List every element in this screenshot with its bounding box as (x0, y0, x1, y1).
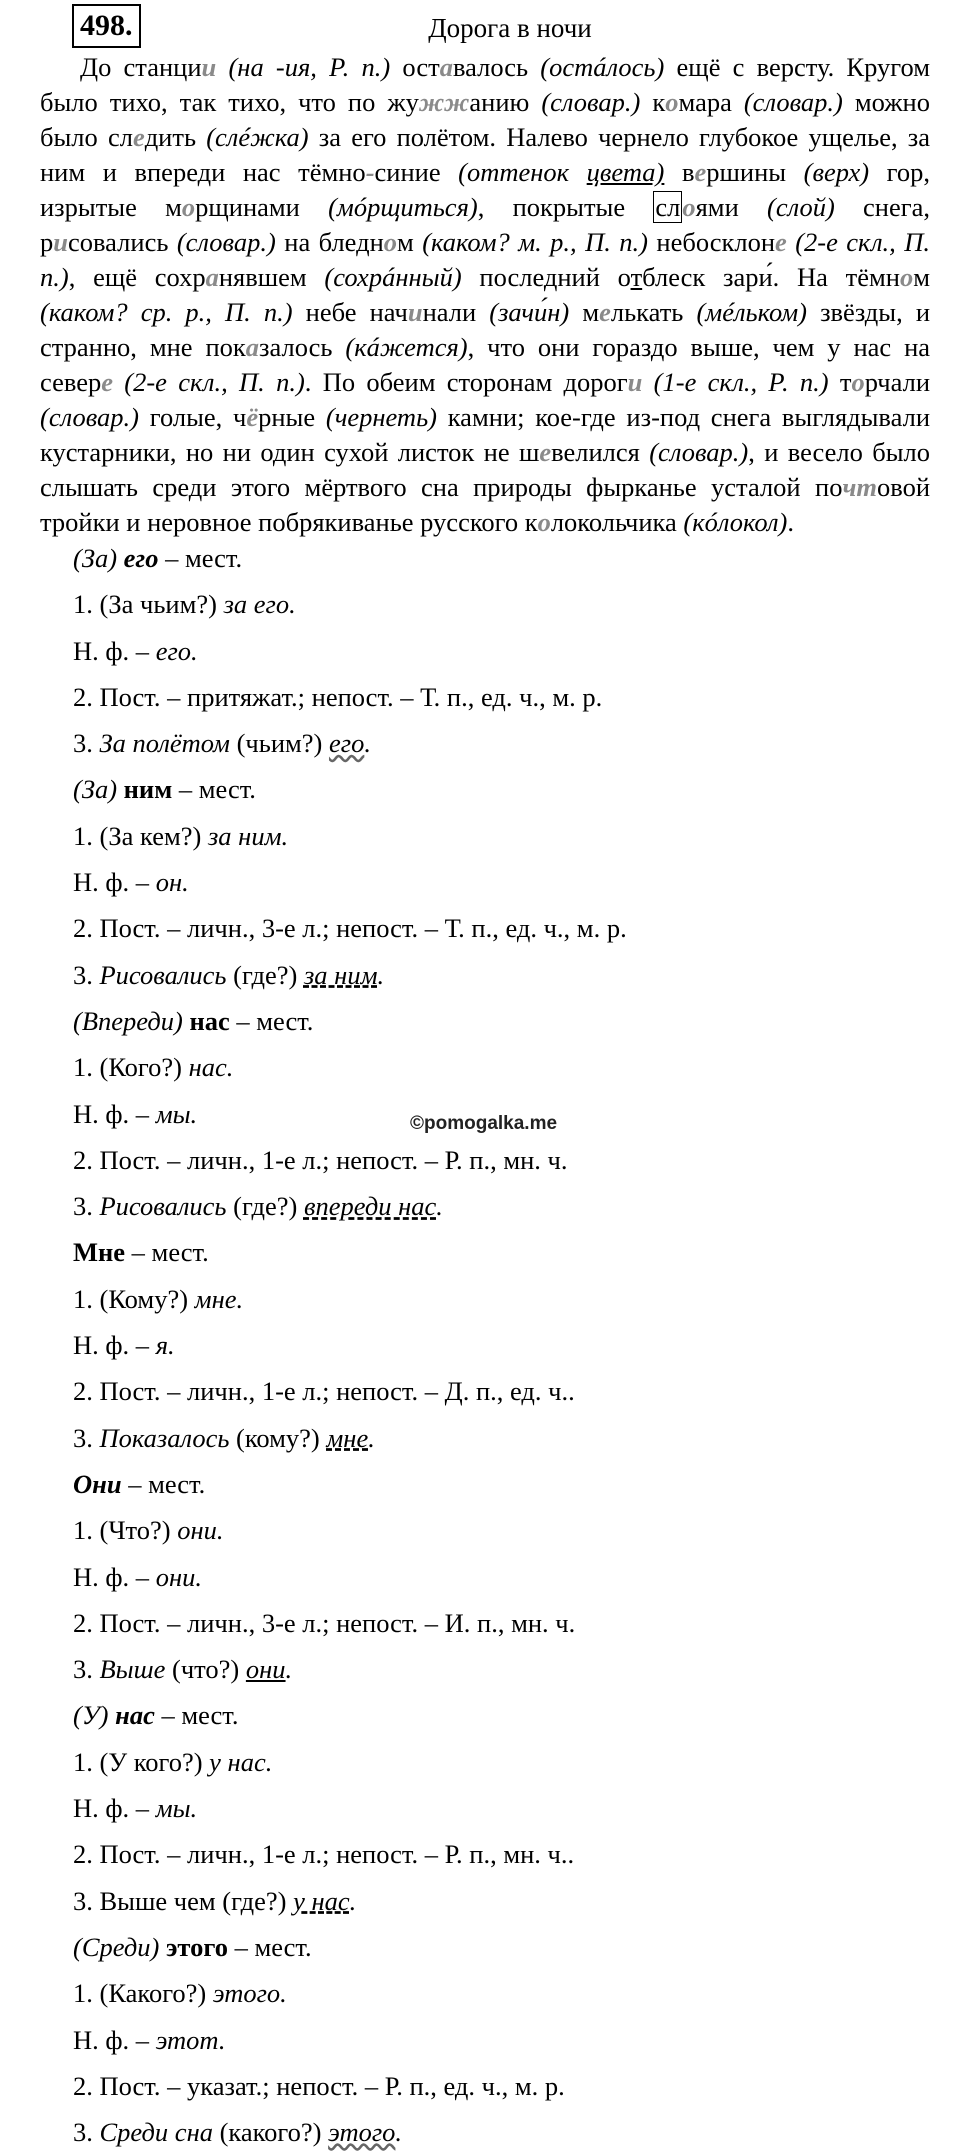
paragraph-segment: камни; кое-где из-под снега выглядывали кустарники, но ни один сухой листок не ш (40, 402, 930, 467)
paragraph-segment: т (828, 367, 852, 397)
analysis-segment: Н. ф. – (73, 1793, 156, 1824)
analysis-segment: впереди нас (303, 1191, 437, 1222)
analysis-segment: 3. (73, 1422, 100, 1453)
paragraph-segment: (2-е скл., П. п.) (40, 227, 930, 292)
paragraph-segment: залось (259, 332, 346, 362)
paragraph-segment: (зач (489, 297, 534, 327)
analysis-line (73, 1831, 933, 1877)
analysis-line (73, 1461, 933, 1507)
analysis-segment: 2. Пост. – указат.; непост. – Р. п., ед. ч., м. р. (73, 2070, 565, 2101)
paragraph-segment: о (181, 192, 196, 222)
analysis-segment: за ним (303, 959, 378, 990)
paragraph-segment: , покрытые (477, 192, 654, 222)
analysis-line (73, 905, 933, 951)
analysis-segment: они. (155, 1561, 202, 1592)
analysis-segment: мне. (194, 1283, 244, 1314)
main-paragraph (40, 50, 930, 540)
analysis-segment: . (285, 1654, 293, 1685)
paragraph-segment: á (382, 262, 396, 292)
paragraph-segment (787, 227, 795, 257)
paragraph-segment: и (407, 297, 423, 327)
paragraph-segment: рчали (864, 367, 931, 397)
paragraph-segment: á (366, 332, 380, 362)
paragraph-segment: о (682, 192, 696, 222)
paragraph-segment: (словар.) (541, 87, 641, 117)
analysis-segment: Н. ф. – (73, 1561, 156, 1592)
analysis-line (73, 766, 933, 812)
analysis-segment: 2. Пост. – личн., 1-е л.; непост. – Р. п., мн. ч. (73, 1144, 568, 1175)
analysis-line (73, 1368, 933, 1414)
analysis-segment: – мест. (172, 774, 256, 805)
analysis-segment: они (245, 1654, 286, 1685)
analysis-line (73, 1646, 933, 1692)
paragraph-segment: . (787, 507, 795, 537)
paragraph-segment: , ещё сохр (68, 262, 206, 292)
analysis-line (73, 1970, 933, 2016)
analysis-segment: . (368, 1422, 375, 1453)
analysis-segment: (кому?) (229, 1422, 327, 1453)
analysis-segment: он. (155, 867, 189, 898)
analysis-segment: я. (155, 1330, 175, 1361)
watermark: ©pomogalka.me (410, 1113, 558, 1134)
analysis-segment: Показалось (99, 1422, 230, 1453)
paragraph-segment: ё (246, 402, 259, 432)
analysis-segment: 1. (Кому?) (73, 1283, 195, 1314)
paragraph-segment: синие (374, 157, 459, 187)
analysis-segment: Рисовались (99, 1191, 227, 1222)
paragraph-segment: жка) (250, 122, 309, 152)
paragraph-segment: лось) (606, 52, 665, 82)
paragraph-segment: ост (390, 52, 440, 82)
paragraph-segment: в (664, 157, 695, 187)
analysis-line (73, 1276, 933, 1322)
paragraph-segment: (словар.) (40, 402, 139, 432)
paragraph-segment: голые, ч (139, 402, 247, 432)
analysis-segment: – мест. (121, 1468, 206, 1499)
paragraph-segment: ями (695, 192, 767, 222)
paragraph-segment: звёзды, и странно, мне пок (40, 297, 930, 362)
analysis-segment: 1. (Кого?) (73, 1052, 189, 1083)
paragraph-segment: овой тройки и неровное побрякиванье русского к (40, 472, 930, 537)
analysis-segment: 3. (73, 2117, 100, 2148)
analysis-segment: мы. (155, 1098, 198, 1129)
analysis-segment: Рисовались (99, 959, 227, 990)
paragraph-segment: (на -ия, Р. п.) (228, 52, 391, 82)
paragraph-segment: небосклон (647, 227, 776, 257)
paragraph-segment: дить (144, 122, 207, 152)
analysis-segment: этот. (155, 2024, 226, 2055)
paragraph-segment: о (665, 87, 679, 117)
paragraph-segment: е (694, 157, 707, 187)
analysis-segment: 2. Пост. – личн., 1-е л.; непост. – Д. п., ед. ч.. (73, 1376, 575, 1407)
analysis-line (73, 535, 933, 581)
analysis-line (73, 1415, 933, 1461)
analysis-line (73, 813, 933, 859)
paragraph-segment: (сохр (324, 262, 383, 292)
page-title: Дорога в ночи (428, 13, 592, 43)
analysis-line (73, 859, 933, 905)
paragraph-segment: последний о (461, 262, 631, 292)
analysis-segment: его. (155, 635, 198, 666)
paragraph-segment: м (397, 227, 423, 257)
analysis-segment: 2. Пост. – личн., 1-е л.; непост. – Р. п., мн. ч.. (73, 1839, 575, 1870)
paragraph-segment: можно было сл (40, 87, 930, 152)
paragraph-segment: (1-е скл., Р. п.) (653, 367, 829, 397)
paragraph-segment: (м (696, 297, 723, 327)
analysis-segment: Они (73, 1468, 122, 1499)
paragraph-segment: е (539, 437, 552, 467)
analysis-segment: этого (328, 2117, 396, 2148)
analysis-segment: . (349, 1885, 357, 1916)
analysis-segment: (что?) (165, 1654, 246, 1685)
paragraph-segment: До станци (80, 52, 202, 82)
paragraph-segment: льком) (734, 297, 807, 327)
analysis-segment: мне (326, 1422, 369, 1453)
analysis-segment: (какого?) (212, 2117, 329, 2148)
analysis-line (73, 1924, 933, 1970)
analysis-segment: . (436, 1191, 443, 1222)
paragraph-segment: (каком? ср. р., П. п.) (40, 297, 293, 327)
analysis-line (73, 1554, 933, 1600)
paragraph-segment: рные (258, 402, 326, 432)
paragraph-segment: мара (678, 87, 744, 117)
paragraph-segment: и (627, 367, 643, 397)
analysis-segment: его (328, 728, 365, 759)
paragraph-segment (113, 367, 124, 397)
paragraph-segment: (словар.) (649, 437, 749, 467)
analysis-segment: 3. (73, 728, 100, 759)
analysis-segment: 1. (Что?) (73, 1515, 178, 1546)
paragraph-segment: а (439, 52, 453, 82)
analysis-line (73, 1322, 933, 1368)
paragraph-segment: е (101, 367, 113, 397)
paragraph-segment: на бледн (275, 227, 384, 257)
paragraph-segment: нный) (395, 262, 462, 292)
paragraph-segment: ещё с версту. Кругом было тихо, так тихо, что по жу (40, 52, 930, 117)
paragraph-segment (216, 52, 228, 82)
analysis-segment: мы. (155, 1793, 198, 1824)
paragraph-segment: , и весело было слышать среди этого мёртвого сна природы фырканье усталой по (40, 437, 931, 502)
analysis-segment: нас (115, 1700, 155, 1731)
analysis-segment: (Среди) (73, 1931, 166, 1962)
analysis-segment: у нас. (209, 1746, 273, 1777)
analysis-list (73, 535, 933, 2155)
paragraph-segment: нали (422, 297, 490, 327)
paragraph-segment: рщиться) (367, 192, 478, 222)
paragraph-segment: валось (452, 52, 541, 82)
paragraph-segment: чт (842, 472, 877, 502)
analysis-line (73, 1878, 933, 1924)
paragraph-segment: é (238, 122, 251, 152)
analysis-line (73, 628, 933, 674)
analysis-segment: у нас (293, 1885, 350, 1916)
paragraph-segment: о (851, 367, 865, 397)
analysis-segment: . (377, 959, 385, 990)
paragraph-segment: и́ (758, 262, 773, 292)
analysis-segment: Выше (99, 1654, 166, 1685)
paragraph-segment: е (599, 297, 611, 327)
analysis-segment: Н. ф. – (73, 2024, 156, 2055)
paragraph-segment: совались (68, 227, 177, 257)
paragraph-segment: сл (655, 192, 681, 222)
analysis-segment: Мне (73, 1237, 126, 1268)
analysis-segment: этого (165, 1931, 228, 1962)
analysis-line (73, 1229, 933, 1275)
analysis-segment: 2. Пост. – притяжат.; непост. – Т. п., ед. ч., м. р. (73, 681, 603, 712)
paragraph-segment: (2-е скл., П. п.) (124, 367, 305, 397)
analysis-segment: его (123, 543, 159, 573)
analysis-line (73, 1692, 933, 1738)
paragraph-segment: рщинами (195, 192, 329, 222)
paragraph-segment: . По обеим сторонам дорог (304, 367, 628, 397)
paragraph-segment: ршины (706, 157, 804, 187)
analysis-segment: нас. (188, 1052, 234, 1083)
paragraph-segment: и́ (533, 297, 548, 327)
paragraph-segment: (словар.) (176, 227, 276, 257)
paragraph-segment: (к (683, 507, 705, 537)
analysis-segment: (Впереди) (73, 1005, 190, 1036)
exercise-number: 498. (72, 4, 141, 48)
paragraph-segment: н) (547, 297, 570, 327)
analysis-segment: (где?) (226, 1191, 304, 1222)
analysis-line (73, 2109, 933, 2155)
analysis-segment: Н. ф. – (73, 1330, 156, 1361)
paragraph-segment: (сл (206, 122, 239, 152)
paragraph-segment: анию (469, 87, 542, 117)
paragraph-segment: цвета) (586, 157, 665, 187)
analysis-segment: 3. (73, 1191, 100, 1222)
analysis-segment: ним (123, 774, 173, 805)
paragraph-segment: гор, изрытые м (40, 157, 930, 222)
paragraph-segment: нявшем (218, 262, 325, 292)
paragraph-segment: т (630, 262, 643, 292)
paragraph-segment: ó (704, 507, 718, 537)
analysis-line (73, 720, 933, 766)
analysis-segment: – мест. (229, 1005, 314, 1036)
paragraph-segment: (каком? м. р., П. п.) (422, 227, 648, 257)
analysis-line (73, 1507, 933, 1553)
analysis-segment: . (395, 2117, 403, 2148)
analysis-line (73, 1137, 933, 1183)
analysis-line (73, 1785, 933, 1831)
paragraph-segment: (словар.) (743, 87, 843, 117)
analysis-line (73, 1600, 933, 1646)
paragraph-segment: (слой) (767, 192, 835, 222)
paragraph-segment: блеск зар (642, 262, 759, 292)
analysis-segment: 1. (Какого?) (73, 1978, 213, 2009)
paragraph-segment: велился (551, 437, 650, 467)
paragraph-segment: (м (328, 192, 354, 222)
paragraph-segment: (ост (540, 52, 594, 82)
analysis-segment: Среди сна (99, 2117, 213, 2148)
paragraph-segment: небе нач (292, 297, 408, 327)
analysis-segment: – мест. (125, 1237, 209, 1268)
paragraph-segment: к (640, 87, 666, 117)
analysis-segment: 1. (За кем?) (73, 820, 208, 851)
analysis-segment: за ним. (207, 820, 289, 851)
paragraph-segment: ó (353, 192, 368, 222)
analysis-segment: – мест. (227, 1931, 312, 1962)
analysis-segment: (где?) (226, 959, 304, 990)
paragraph-segment: за его полётом. Налево чернело глубокое ущелье, за ним и впереди нас тёмно (40, 122, 930, 187)
analysis-segment: – мест. (154, 1700, 239, 1731)
paragraph-segment: жж (418, 87, 470, 117)
paragraph-segment: м (569, 297, 600, 327)
analysis-segment: Н. ф. – (73, 1098, 156, 1129)
paragraph-segment (642, 367, 653, 397)
paragraph-segment: é (722, 297, 734, 327)
paragraph-segment: . На тёмн (772, 262, 900, 292)
paragraph-segment: м (913, 262, 930, 292)
analysis-segment: 1. (У кого?) (73, 1746, 210, 1777)
analysis-segment: За полётом (99, 728, 230, 759)
analysis-line (73, 998, 933, 1044)
analysis-segment: они. (177, 1515, 224, 1546)
analysis-segment: 1. (За чьим?) (73, 589, 224, 620)
paragraph-segment: е (775, 227, 787, 257)
analysis-segment: Н. ф. – (73, 635, 156, 666)
paragraph-segment: (к (345, 332, 367, 362)
paragraph-segment: (чернеть) (325, 402, 437, 432)
analysis-segment: 2. Пост. – личн., 3-е л.; непост. – Т. п., ед. ч., м. р. (73, 913, 627, 944)
analysis-segment: (За) (73, 774, 124, 805)
paragraph-segment: локольчика (550, 507, 684, 537)
paragraph-segment: о (899, 262, 914, 292)
paragraph-segment: , что они гораздо выше, чем у нас на север (40, 332, 931, 397)
analysis-line (73, 1739, 933, 1785)
analysis-line (73, 1044, 933, 1090)
analysis-segment: – мест. (158, 543, 243, 573)
paragraph-segment: á (593, 52, 607, 82)
analysis-segment: . (364, 728, 371, 759)
analysis-line (73, 581, 933, 627)
analysis-segment: 2. Пост. – личн., 3-е л.; непост. – И. п., мн. ч. (73, 1607, 576, 1638)
paragraph-segment: о (537, 507, 551, 537)
analysis-segment: 3. (73, 959, 100, 990)
paragraph-segment: снега, р (40, 192, 931, 257)
analysis-segment: 3. Выше чем (где?) (73, 1885, 294, 1916)
paragraph-segment: (верх) (803, 157, 870, 187)
analysis-segment: нас (189, 1005, 230, 1036)
paragraph-segment: и (201, 52, 217, 82)
analysis-segment: (чьим?) (229, 728, 329, 759)
paragraph-segment: е (132, 122, 145, 152)
paragraph-segment: жется) (379, 332, 468, 362)
analysis-segment: 3. (73, 1654, 100, 1685)
analysis-line (73, 1183, 933, 1229)
paragraph-segment: а (245, 332, 260, 362)
analysis-segment: (У) (73, 1700, 116, 1731)
analysis-line (73, 2063, 933, 2109)
analysis-line (73, 2017, 933, 2063)
paragraph-segment: и (53, 227, 68, 257)
paragraph-segment: (оттенок (458, 157, 587, 187)
analysis-segment: за его. (223, 589, 296, 620)
paragraph-segment: локол) (717, 507, 788, 537)
analysis-segment: этого. (212, 1978, 287, 2009)
analysis-segment: (За) (73, 543, 124, 573)
analysis-segment: Н. ф. – (73, 867, 156, 898)
analysis-line (73, 674, 933, 720)
paragraph-segment: о (383, 227, 397, 257)
paragraph-segment: лькать (610, 297, 697, 327)
paragraph-text (40, 52, 930, 537)
paragraph-segment: - (365, 157, 375, 187)
analysis-line (73, 952, 933, 998)
paragraph-segment: а (205, 262, 219, 292)
